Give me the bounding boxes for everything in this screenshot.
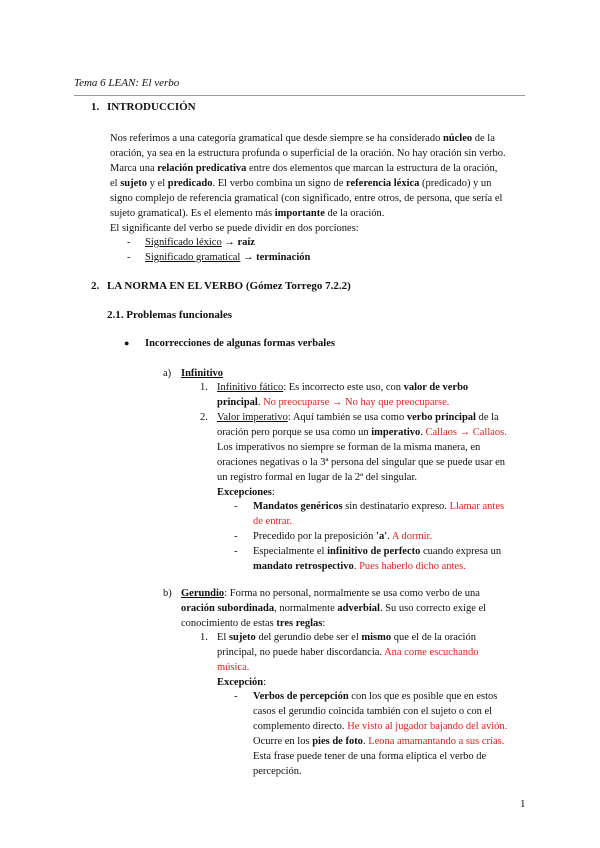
intro-line-6: sujeto gramatical). Es el elemento más importante de la oración.: [110, 208, 385, 219]
gerundio-exception-line-2: casos el gerundio coincida también con el sujeto o con el: [253, 706, 493, 717]
list-dash: -: [127, 237, 131, 248]
intro-line-7: El significante del verbo se puede dividir en dos porciones:: [110, 223, 359, 234]
infinitivo-heading: Infinitivo: [181, 368, 224, 379]
infinitivo-item-1-line-1: Infinitivo fático: Es incorrecto este uso, con valor de verbo: [217, 382, 469, 393]
rule-1-line-2: principal, no puede haber discordancia. Ana come escuchando: [217, 647, 479, 658]
gerundio-line-3: conocimiento de estas tres reglas:: [181, 618, 326, 629]
section-2-title: LA NORMA EN EL VERBO (Gómez Torrego 7.2.2): [107, 280, 351, 292]
list-dash: -: [127, 252, 131, 263]
gerundio-exception-line-1: Verbos de percepción con los que es posible que en estos: [253, 691, 498, 702]
intro-line-5: signo complejo de referencia gramatical (con significado, entre otros, de persona, que sería el: [110, 193, 503, 204]
exception-3-line-1: Especialmente el infinitivo de perfecto cuando expresa un: [253, 546, 502, 557]
excepciones-label: Excepciones:: [217, 487, 275, 498]
exception-2: Precedido por la preposición 'a'. A dormir.: [253, 531, 433, 542]
infinitivo-item-2-line-2: oración pero porque se usa como un imperativo. Callaos → Callaos.: [217, 427, 507, 438]
infinitivo-item-1-number: 1.: [200, 382, 208, 393]
list-item: Significado léxico → raíz: [145, 237, 255, 248]
gerundio-line-1: Gerundio: Forma no personal, normalmente se usa como verbo de una: [181, 588, 480, 599]
rule-1-number: 1.: [200, 632, 208, 643]
section-1-number: 1.: [91, 101, 100, 113]
infinitivo-item-2-number: 2.: [200, 412, 208, 423]
running-header: Tema 6 LEAN: El verbo: [74, 77, 180, 89]
rule-1-line-1: El sujeto del gerundio debe ser el mismo que el de la oración: [217, 632, 476, 643]
excepcion-label: Excepción:: [217, 677, 267, 688]
intro-line-1: Nos referimos a una categoría gramatical que desde siempre se ha considerado núcleo de la: [110, 133, 495, 144]
item-letter-b: b): [163, 588, 172, 599]
section-1-title: INTRODUCCIÓN: [107, 101, 196, 113]
page-number: 1: [520, 798, 526, 810]
subsection-title: 2.1. Problemas funcionales: [107, 309, 233, 321]
infinitivo-item-2-line-1: Valor imperativo: Aquí también se usa como verbo principal de la: [217, 412, 499, 423]
intro-line-3: Marca una relación predicativa entre dos elementos que marcan la estructura de la oración,: [110, 163, 498, 174]
gerundio-exception-line-5: Esta frase puede tener de una forma elíptica el verbo de: [253, 751, 487, 762]
list-dash: -: [234, 546, 238, 557]
gerundio-line-2: oración subordinada, normalmente adverbial. Su uso correcto exige el: [181, 603, 487, 614]
list-dash: -: [234, 531, 238, 542]
item-letter-a: a): [163, 368, 172, 379]
list-dash: -: [234, 501, 238, 512]
infinitivo-item-2-line-4: oraciones negativas o la 3ª persona del singular que se puede usar en: [217, 457, 506, 468]
header-rule: [74, 95, 525, 96]
list-dash: -: [234, 691, 238, 702]
section-2-number: 2.: [91, 280, 100, 292]
exception-1-line-1: Mandatos genéricos sin destinatario expreso. Llamar antes: [253, 501, 505, 512]
gerundio-exception-line-3: complemento directo. He visto al jugador bajando del avión.: [253, 721, 508, 732]
bullet-icon: ●: [124, 338, 130, 348]
list-item: Significado gramatical → terminación: [145, 252, 311, 263]
rule-1-line-3: música.: [217, 662, 250, 673]
bullet-heading: Incorrecciones de algunas formas verbales: [145, 338, 335, 349]
intro-line-4: el sujeto y el predicado. El verbo combina un signo de referencia léxica (predicado) y un: [110, 178, 492, 189]
infinitivo-item-2-line-3: Los imperativos no siempre se forman de la misma manera, en: [217, 442, 481, 453]
infinitivo-item-2-line-5: un registro formal en lugar de la 2ª del singular.: [217, 472, 418, 483]
exception-3-line-2: mandato retrospectivo. Pues haberlo dicho antes.: [253, 561, 466, 572]
gerundio-exception-line-4: Ocurre en los pies de foto. Leona amamantando a sus crías.: [253, 736, 505, 747]
gerundio-exception-line-6: percepción.: [253, 766, 302, 777]
infinitivo-item-1-line-2: principal. No preocuparse → No hay que preocuparse.: [217, 397, 450, 408]
exception-1-line-2: de entrar.: [253, 516, 293, 527]
intro-line-2: oración, ya sea en la estructura profunda o superficial de la oración. No hay oración sin verbo.: [110, 148, 506, 159]
